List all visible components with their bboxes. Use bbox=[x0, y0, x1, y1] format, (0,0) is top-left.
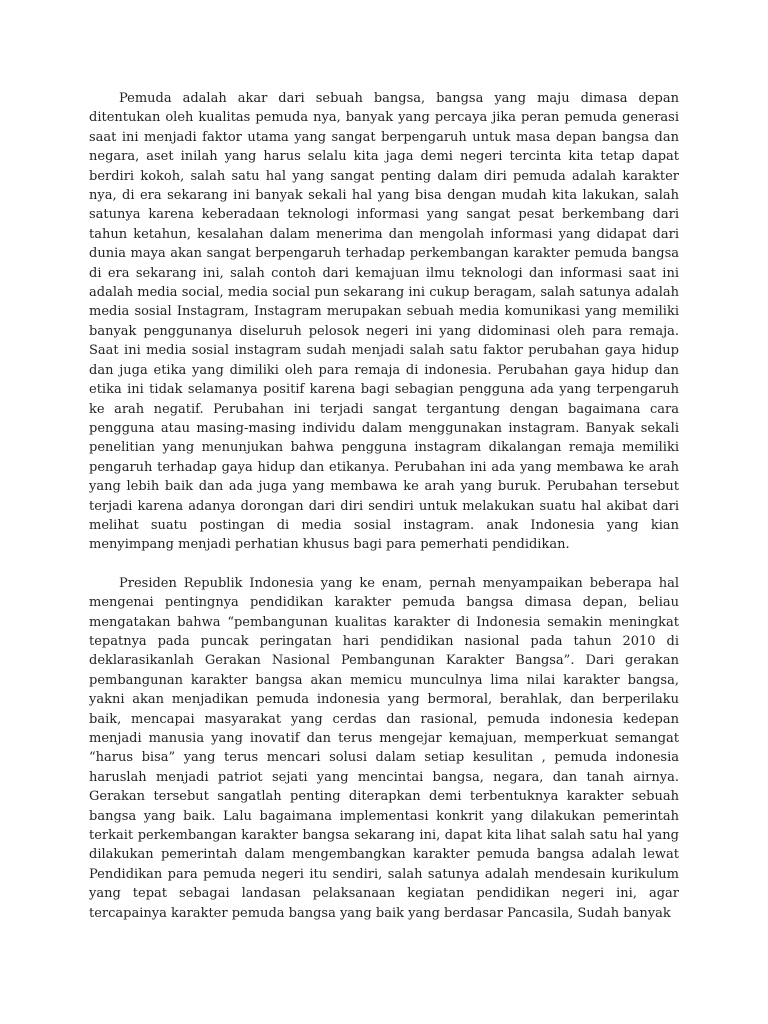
paragraph-2: Presiden Republik Indonesia yang ke enam, pernah menyampaikan beberapa hal mengenai pentingnya pendidikan karakter pemuda bangsa dimasa depan, beliau mengatakan bahwa “pembangunan kualitas karakter di Indonesia semakin meningkat tepatnya pada puncak peringatan hari pendidikan nasional pada tahun 2010 di deklarasikanlah Gerakan Nasional Pembangunan Karakter Bangsa”. Dari gerakan pembangunan karakter bangsa akan memicu munculnya lima nilai karakter bangsa, yakni akan menjadikan pemuda indonesia yang bermoral, berahlak, dan berperilaku baik, mencapai masyarakat yang cerdas dan rasional, pemuda indonesia kedepan menjadi manusia yang inovatif dan terus mengejar kemajuan, memperkuat semangat “harus bisa” yang terus mencari solusi dalam setiap kesulitan , pemuda indonesia haruslah menjadi patriot sejati yang mencintai bangsa, negara, dan tanah airnya. Gerakan tersebut sangatlah penting diterapkan demi terbentuknya karakter sebuah bangsa yang baik. Lalu bagaimana implementasi konkrit yang dilakukan pemerintah terkait perkembangan karakter bangsa sekarang ini, dapat kita lihat salah satu hal yang dilakukan pemerintah dalam mengembangkan karakter pemuda bangsa adalah lewat Pendidikan para pemuda negeri itu sendiri, salah satunya adalah mendesain kurikulum yang tepat sebagai landasan pelaksanaan kegiatan pendidikan negeri ini, agar tercapainya karakter pemuda bangsa yang baik yang berdasar Pancasila, Sudah banyak bbox=[89, 575, 679, 921]
paragraph-1: Pemuda adalah akar dari sebuah bangsa, bangsa yang maju dimasa depan ditentukan oleh kualitas pemuda nya, banyak yang percaya jika peran pemuda generasi saat ini menjadi faktor utama yang sangat berpengaruh untuk masa depan bangsa dan negara, aset inilah yang harus selalu kita jaga demi negeri tercinta kita tetap dapat berdiri kokoh, salah satu hal yang sangat penting dalam diri pemuda adalah karakter nya, di era sekarang ini banyak sekali hal yang bisa dengan mudah kita lakukan, salah satunya karena keberadaan teknologi informasi yang sangat pesat berkembang dari tahun ketahun, kesalahan dalam menerima dan mengolah informasi yang didapat dari dunia maya akan sangat berpengaruh terhadap perkembangan karakter pemuda bangsa di era sekarang ini, salah contoh dari kemajuan ilmu teknologi dan informasi saat ini adalah media social, media social pun sekarang ini cukup beragam, salah satunya adalah media sosial Instagram, Instagram merupakan sebuah media komunikasi yang memiliki banyak penggunanya diseluruh pelosok negeri ini yang didominasi oleh para remaja. Saat ini media sosial instagram sudah menjadi salah satu faktor perubahan gaya hidup dan juga etika yang dimiliki oleh para remaja di indonesia. Perubahan gaya hidup dan etika ini tidak selamanya positif karena bagi sebagian pengguna ada yang terpengaruh ke arah negatif. Perubahan ini terjadi sangat tergantung dengan bagaimana cara pengguna atau masing-masing individu dalam menggunakan instagram. Banyak sekali penelitian yang menunjukan bahwa pengguna instagram dikalangan remaja memiliki pengaruh terhadap gaya hidup dan etikanya. Perubahan ini ada yang membawa ke arah yang lebih baik dan ada juga yang membawa ke arah yang buruk. Perubahan tersebut terjadi karena adanya dorongan dari diri sendiri untuk melakukan suatu hal akibat dari melihat suatu postingan di media sosial instagram. anak Indonesia yang kian menyimpang menjadi perhatian khusus bagi para pemerhati pendidikan. bbox=[89, 91, 679, 553]
document-body bbox=[89, 89, 679, 942]
